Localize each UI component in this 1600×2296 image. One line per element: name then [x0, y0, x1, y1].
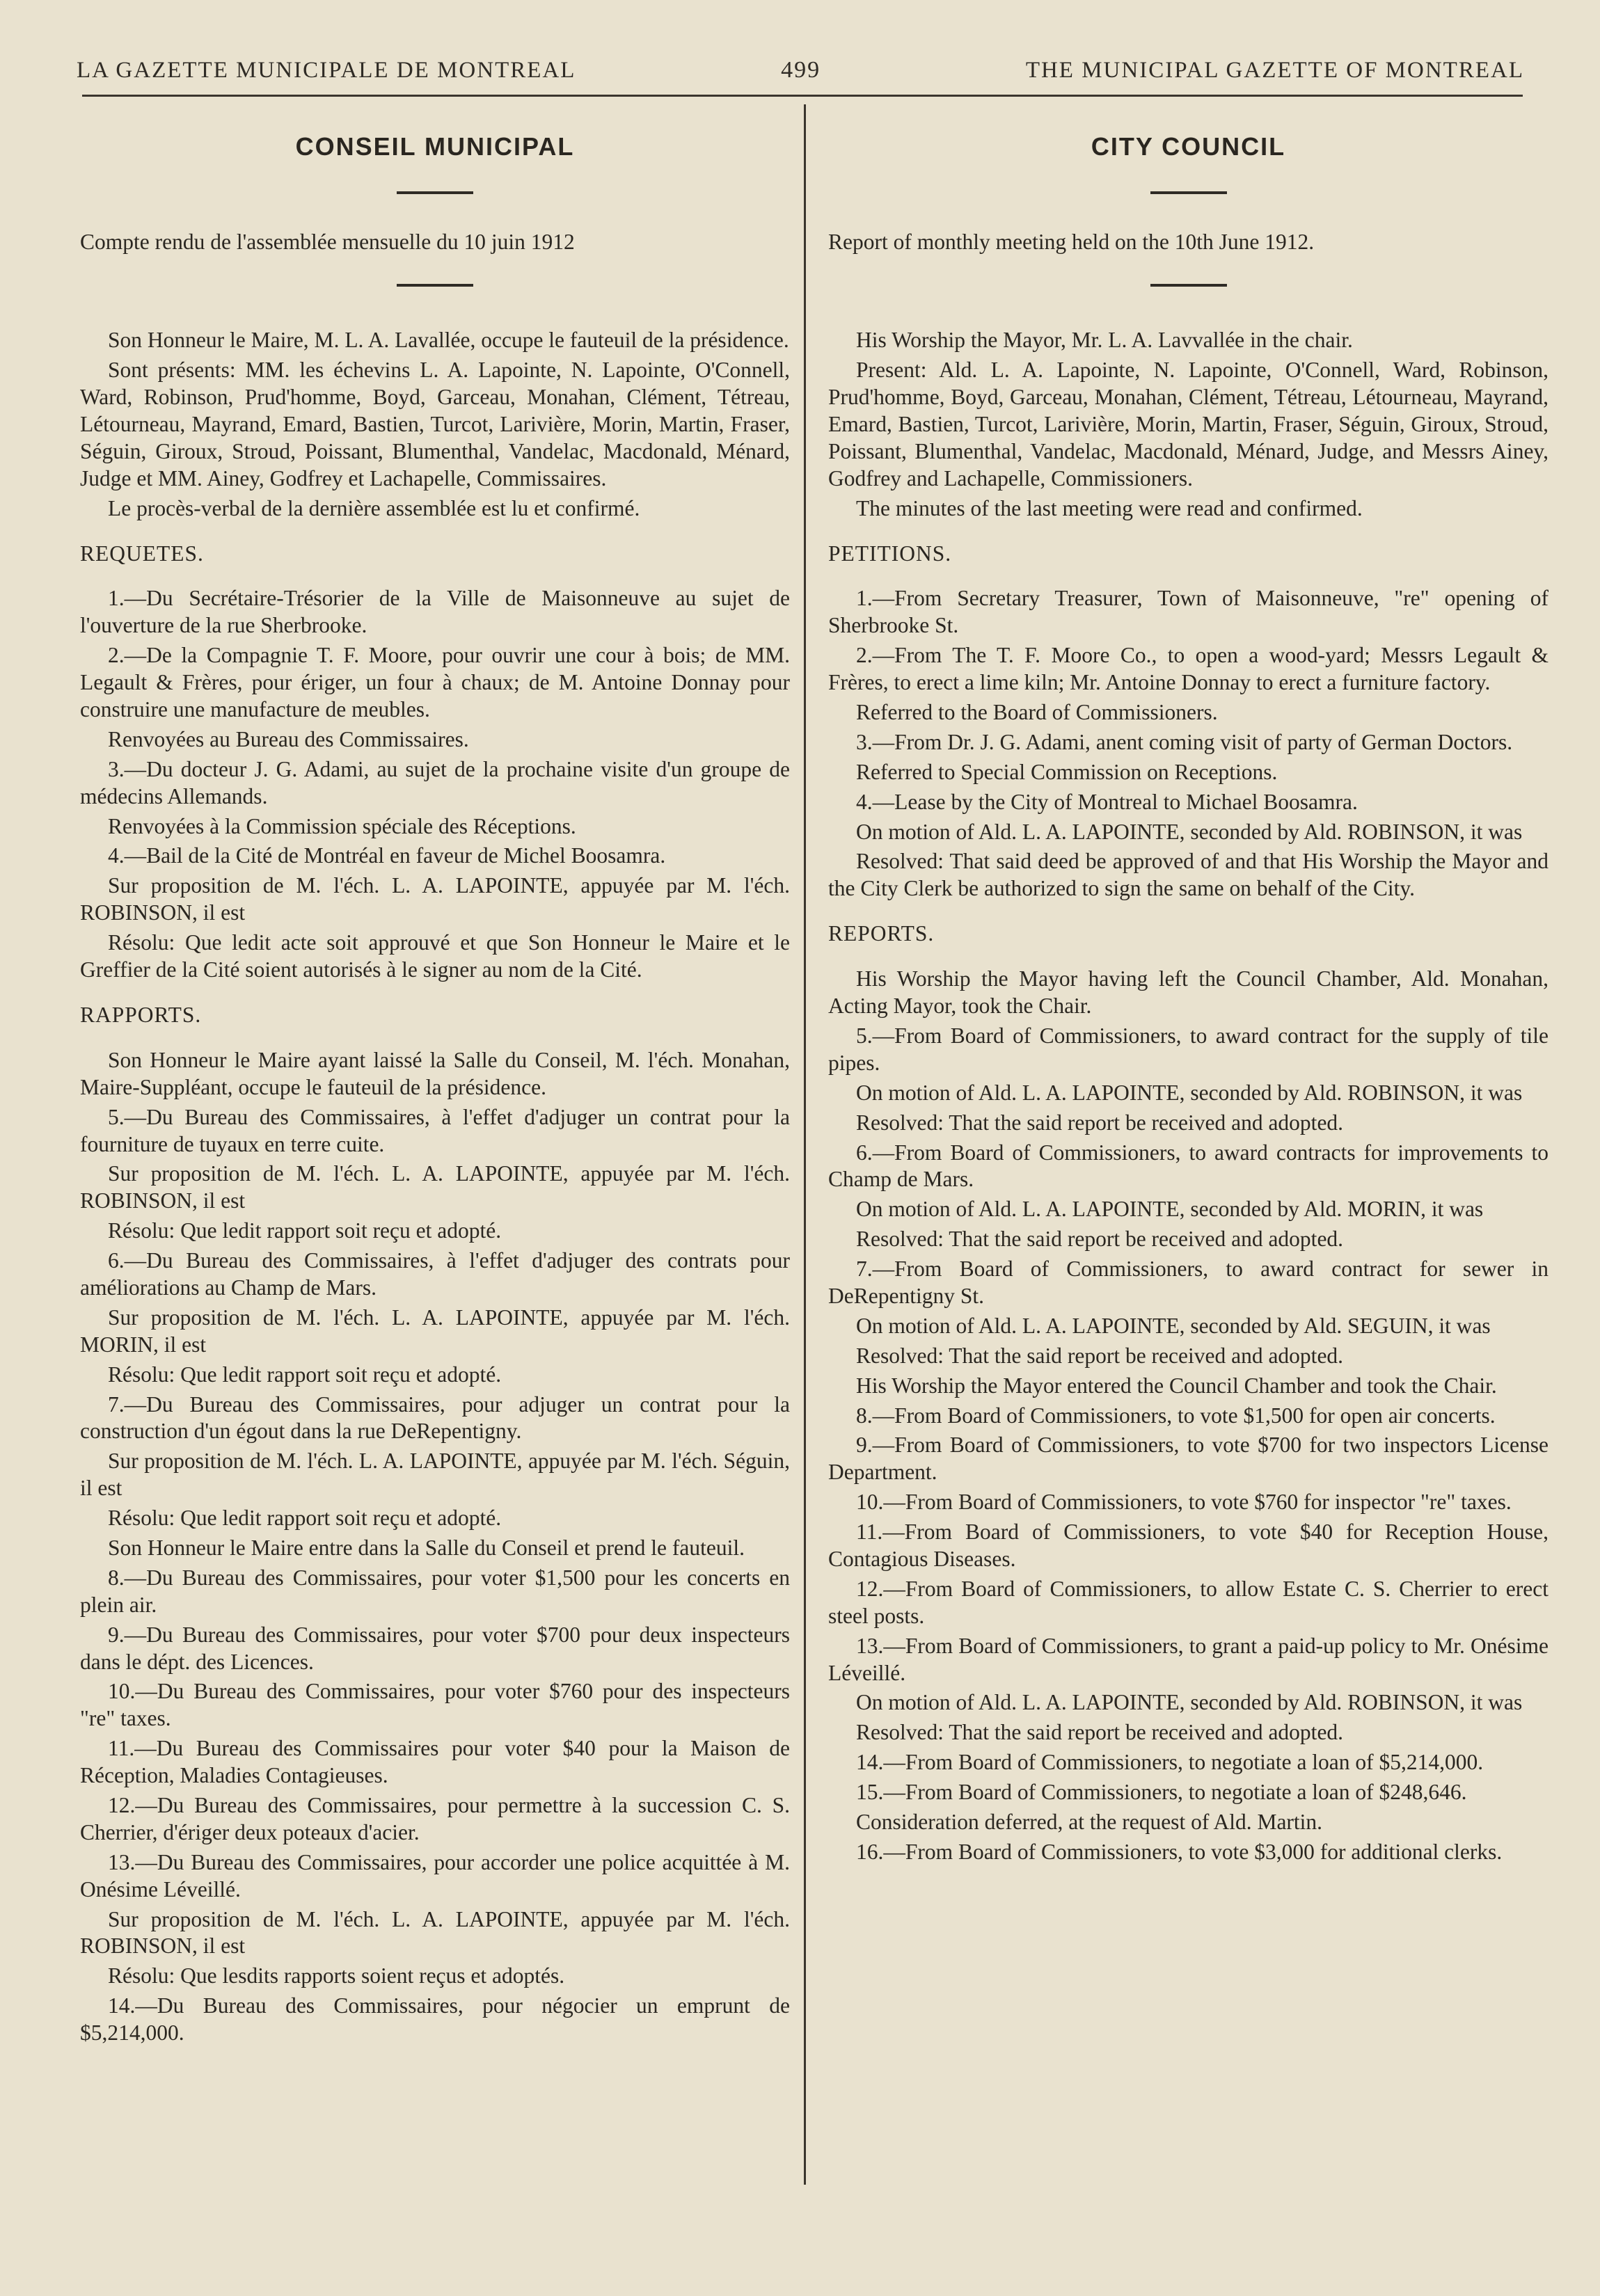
header-english-title: THE MUNICIPAL GAZETTE OF MONTREAL: [1025, 57, 1524, 83]
heading-rule: [397, 191, 473, 194]
paragraph: 9.—From Board of Commissioners, to vote $700 for two inspectors License Department.: [828, 1433, 1548, 1485]
paragraph: 6.—From Board of Commissioners, to award contracts for improvements to Champ de Mars.: [828, 1140, 1548, 1192]
paragraph: Résolu: Que ledit rapport soit reçu et adopté.: [108, 1362, 502, 1387]
section-heading-rapports: RAPPORTS.: [80, 1002, 202, 1027]
paragraph: Referred to the Board of Commissioners.: [856, 700, 1218, 725]
paragraph: 3.—From Dr. J. G. Adami, anent coming visit of party of German Doctors.: [856, 729, 1513, 754]
column-divider: [804, 104, 806, 2185]
paragraph: His Worship the Mayor entered the Council Chamber and took the Chair.: [856, 1373, 1497, 1398]
paragraph: 2.—From The T. F. Moore Co., to open a wood-yard; Messrs Legault & Frères, to erect a lime kiln; Mr. Antoine Donnay to erect a furniture factory.: [828, 643, 1548, 695]
paragraph: 7.—From Board of Commissioners, to award contract for sewer in DeRepentigny St.: [828, 1257, 1548, 1308]
paragraph: 11.—Du Bureau des Commissaires pour voter $40 pour la Maison de Réception, Maladies Contagieuses.: [80, 1736, 790, 1788]
paragraph: His Worship the Mayor having left the Council Chamber, Ald. Monahan, Acting Mayor, took the Chair.: [828, 966, 1548, 1019]
paragraph: Résolu: Que ledit acte soit approuvé et que Son Honneur le Maire et le Greffier de la Cité soient autorisés à le signer au nom de la Cité.: [80, 930, 790, 982]
paragraph: 1.—From Secretary Treasurer, Town of Maisonneuve, "re" opening of Sherbrooke St.: [828, 586, 1548, 638]
paragraph: Resolved: That the said report be received and adopted.: [856, 1343, 1344, 1368]
paragraph: 2.—De la Compagnie T. F. Moore, pour ouvrir une cour à bois; de MM. Legault & Frères, pour ériger, un four à chaux; de M. Antoine Donnay pour construire une manufacture de meubles.: [80, 643, 790, 722]
paragraph: Renvoyées au Bureau des Commissaires.: [108, 726, 469, 751]
paragraph: The minutes of the last meeting were read and confirmed.: [856, 495, 1363, 520]
paragraph: Son Honneur le Maire ayant laissé la Salle du Conseil, M. l'éch. Monahan, Maire-Suppléant, occupe le fauteuil de la présidence.: [80, 1047, 790, 1099]
paragraph: Résolu: Que ledit rapport soit reçu et adopté.: [108, 1506, 502, 1531]
paragraph: Son Honneur le Maire, M. L. A. Lavallée, occupe le fauteuil de la présidence.: [108, 328, 789, 353]
paragraph: Sur proposition de M. l'éch. L. A. LAPOINTE, appuyée par M. l'éch. ROBINSON, il est: [80, 873, 790, 925]
page-number: 499: [781, 57, 821, 83]
paragraph: Resolved: That the said report be received and adopted.: [856, 1720, 1344, 1745]
paragraph: 16.—From Board of Commissioners, to vote $3,000 for additional clerks.: [856, 1839, 1503, 1864]
subtitle-rule: [1150, 284, 1227, 287]
paragraph: 10.—From Board of Commissioners, to vote $760 for inspector "re" taxes.: [856, 1490, 1512, 1515]
subtitle-rule: [397, 284, 473, 287]
heading-rule: [1150, 191, 1227, 194]
english-heading: CITY COUNCIL: [1091, 132, 1286, 161]
paragraph: Resolved: That said deed be approved of and that His Worship the Mayor and the City Clerk be authorized to sign the same on behalf of the City.: [828, 849, 1548, 901]
running-header: [77, 54, 1524, 86]
english-subtitle: Report of monthly meeting held on the 10th June 1912.: [828, 230, 1315, 255]
paragraph: Sur proposition de M. l'éch. L. A. LAPOINTE, appuyée par M. l'éch. MORIN, il est: [80, 1305, 790, 1357]
paragraph: Sur proposition de M. l'éch. L. A. LAPOINTE, appuyée par M. l'éch. ROBINSON, il est: [80, 1906, 790, 1959]
paragraph: On motion of Ald. L. A. LAPOINTE, seconded by Ald. ROBINSON, it was: [856, 1690, 1523, 1715]
french-subtitle: Compte rendu de l'assemblée mensuelle du 10 juin 1912: [80, 230, 575, 255]
paragraph: 8.—From Board of Commissioners, to vote $1,500 for open air concerts.: [856, 1403, 1496, 1428]
paragraph: On motion of Ald. L. A. LAPOINTE, seconded by Ald. ROBINSON, it was: [856, 1080, 1523, 1105]
paragraph: 12.—Du Bureau des Commissaires, pour permettre à la succession C. S. Cherrier, d'ériger deux poteaux d'acier.: [80, 1792, 790, 1844]
french-column: [80, 122, 790, 2050]
section-heading-requetes: REQUETES.: [80, 541, 204, 566]
paragraph: Consideration deferred, at the request of Ald. Martin.: [856, 1809, 1323, 1834]
paragraph: 15.—From Board of Commissioners, to negotiate a loan of $248,646.: [856, 1780, 1467, 1805]
paragraph: 12.—From Board of Commissioners, to allow Estate C. S. Cherrier to erect steel posts.: [828, 1576, 1548, 1628]
paragraph: 1.—Du Secrétaire-Trésorier de la Ville de Maisonneuve au sujet de l'ouverture de la rue Sherbrooke.: [80, 586, 790, 638]
paragraph: 3.—Du docteur J. G. Adami, au sujet de la prochaine visite d'un groupe de médecins Allemands.: [80, 756, 790, 808]
paragraph: Resolved: That the said report be received and adopted.: [856, 1110, 1344, 1135]
paragraph: Present: Ald. L. A. Lapointe, N. Lapointe, O'Connell, Ward, Robinson, Prud'homme, Boyd, Garceau, Monahan, Clément, Tétreau, Létourneau, Mayrand, Emard, Bastien, Turcot, Larivière, Morin, Martin, Fraser, Séguin, Giroux, Stroud, Poissant, Blumenthal, Vandelac, Macdonald, Ménard, Judge, and Messrs Ainey, Godfrey and Lachapelle, Commissioners.: [828, 358, 1548, 491]
section-heading-reports: REPORTS.: [828, 921, 935, 946]
paragraph: 6.—Du Bureau des Commissaires, à l'effet d'adjuger des contrats pour améliorations au Champ de Mars.: [80, 1248, 790, 1300]
paragraph: On motion of Ald. L. A. LAPOINTE, seconded by Ald. SEGUIN, it was: [856, 1313, 1491, 1338]
paragraph: 8.—Du Bureau des Commissaires, pour voter $1,500 pour les concerts en plein air.: [80, 1565, 790, 1617]
paragraph: 5.—Du Bureau des Commissaires, à l'effet d'adjuger un contrat pour la fourniture de tuyaux en terre cuite.: [80, 1104, 790, 1156]
paragraph: Son Honneur le Maire entre dans la Salle du Conseil et prend le fauteuil.: [108, 1535, 745, 1560]
english-column: [828, 122, 1548, 1869]
section-heading-petitions: PETITIONS.: [828, 541, 952, 566]
header-rule: [82, 95, 1523, 97]
french-heading: CONSEIL MUNICIPAL: [295, 132, 575, 161]
paragraph: Sont présents: MM. les échevins L. A. Lapointe, N. Lapointe, O'Connell, Ward, Robinson, Prud'homme, Boyd, Garceau, Monahan, Clément, Tétreau, Létourneau, Mayrand, Emard, Bastien, Turcot, Larivière, Morin, Martin, Fraser, Séguin, Giroux, Stroud, Poissant, Blumenthal, Vandelac, Macdonald, Ménard, Judge et MM. Ainey, Godfrey et Lachapelle, Commissaires.: [80, 358, 790, 491]
paragraph: His Worship the Mayor, Mr. L. A. Lavvallée in the chair.: [856, 328, 1353, 353]
paragraph: 14.—Du Bureau des Commissaires, pour négocier un emprunt de $5,214,000.: [80, 1993, 790, 2046]
paragraph: Renvoyées à la Commission spéciale des Réceptions.: [108, 813, 576, 838]
paragraph: 4.—Bail de la Cité de Montréal en faveur de Michel Boosamra.: [108, 843, 666, 868]
paragraph: 13.—Du Bureau des Commissaires, pour accorder une police acquittée à M. Onésime Léveillé.: [80, 1849, 790, 1902]
paragraph: 5.—From Board of Commissioners, to award contract for the supply of tile pipes.: [828, 1023, 1548, 1075]
paragraph: Resolved: That the said report be received and adopted.: [856, 1227, 1344, 1252]
paragraph: 7.—Du Bureau des Commissaires, pour adjuger un contrat pour la construction d'un égout dans la rue DeRepentigny.: [80, 1392, 790, 1444]
paragraph: 14.—From Board of Commissioners, to negotiate a loan of $5,214,000.: [856, 1750, 1484, 1775]
paragraph: 9.—Du Bureau des Commissaires, pour voter $700 pour deux inspecteurs dans le dépt. des Licences.: [80, 1622, 790, 1674]
paragraph: Sur proposition de M. l'éch. L. A. LAPOINTE, appuyée par M. l'éch. Séguin, il est: [80, 1449, 790, 1501]
paragraph: On motion of Ald. L. A. LAPOINTE, seconded by Ald. ROBINSON, it was: [856, 819, 1523, 844]
paragraph: 13.—From Board of Commissioners, to grant a paid-up policy to Mr. Onésime Léveillé.: [828, 1633, 1548, 1685]
paragraph: Sur proposition de M. l'éch. L. A. LAPOINTE, appuyée par M. l'éch. ROBINSON, il est: [80, 1161, 790, 1213]
paragraph: Le procès-verbal de la dernière assemblée est lu et confirmé.: [108, 495, 640, 520]
paragraph: 11.—From Board of Commissioners, to vote $40 for Reception House, Contagious Diseases.: [828, 1520, 1548, 1571]
paragraph: 4.—Lease by the City of Montreal to Michael Boosamra.: [856, 789, 1358, 814]
paragraph: Referred to Special Commission on Receptions.: [856, 759, 1278, 784]
paragraph: On motion of Ald. L. A. LAPOINTE, seconded by Ald. MORIN, it was: [856, 1197, 1484, 1222]
paragraph: Résolu: Que lesdits rapports soient reçus et adoptés.: [108, 1963, 565, 1988]
paragraph: Résolu: Que ledit rapport soit reçu et adopté.: [108, 1218, 502, 1243]
paragraph: 10.—Du Bureau des Commissaires, pour voter $760 pour des inspecteurs "re" taxes.: [80, 1679, 790, 1731]
header-french-title: LA GAZETTE MUNICIPALE DE MONTREAL: [77, 57, 576, 83]
